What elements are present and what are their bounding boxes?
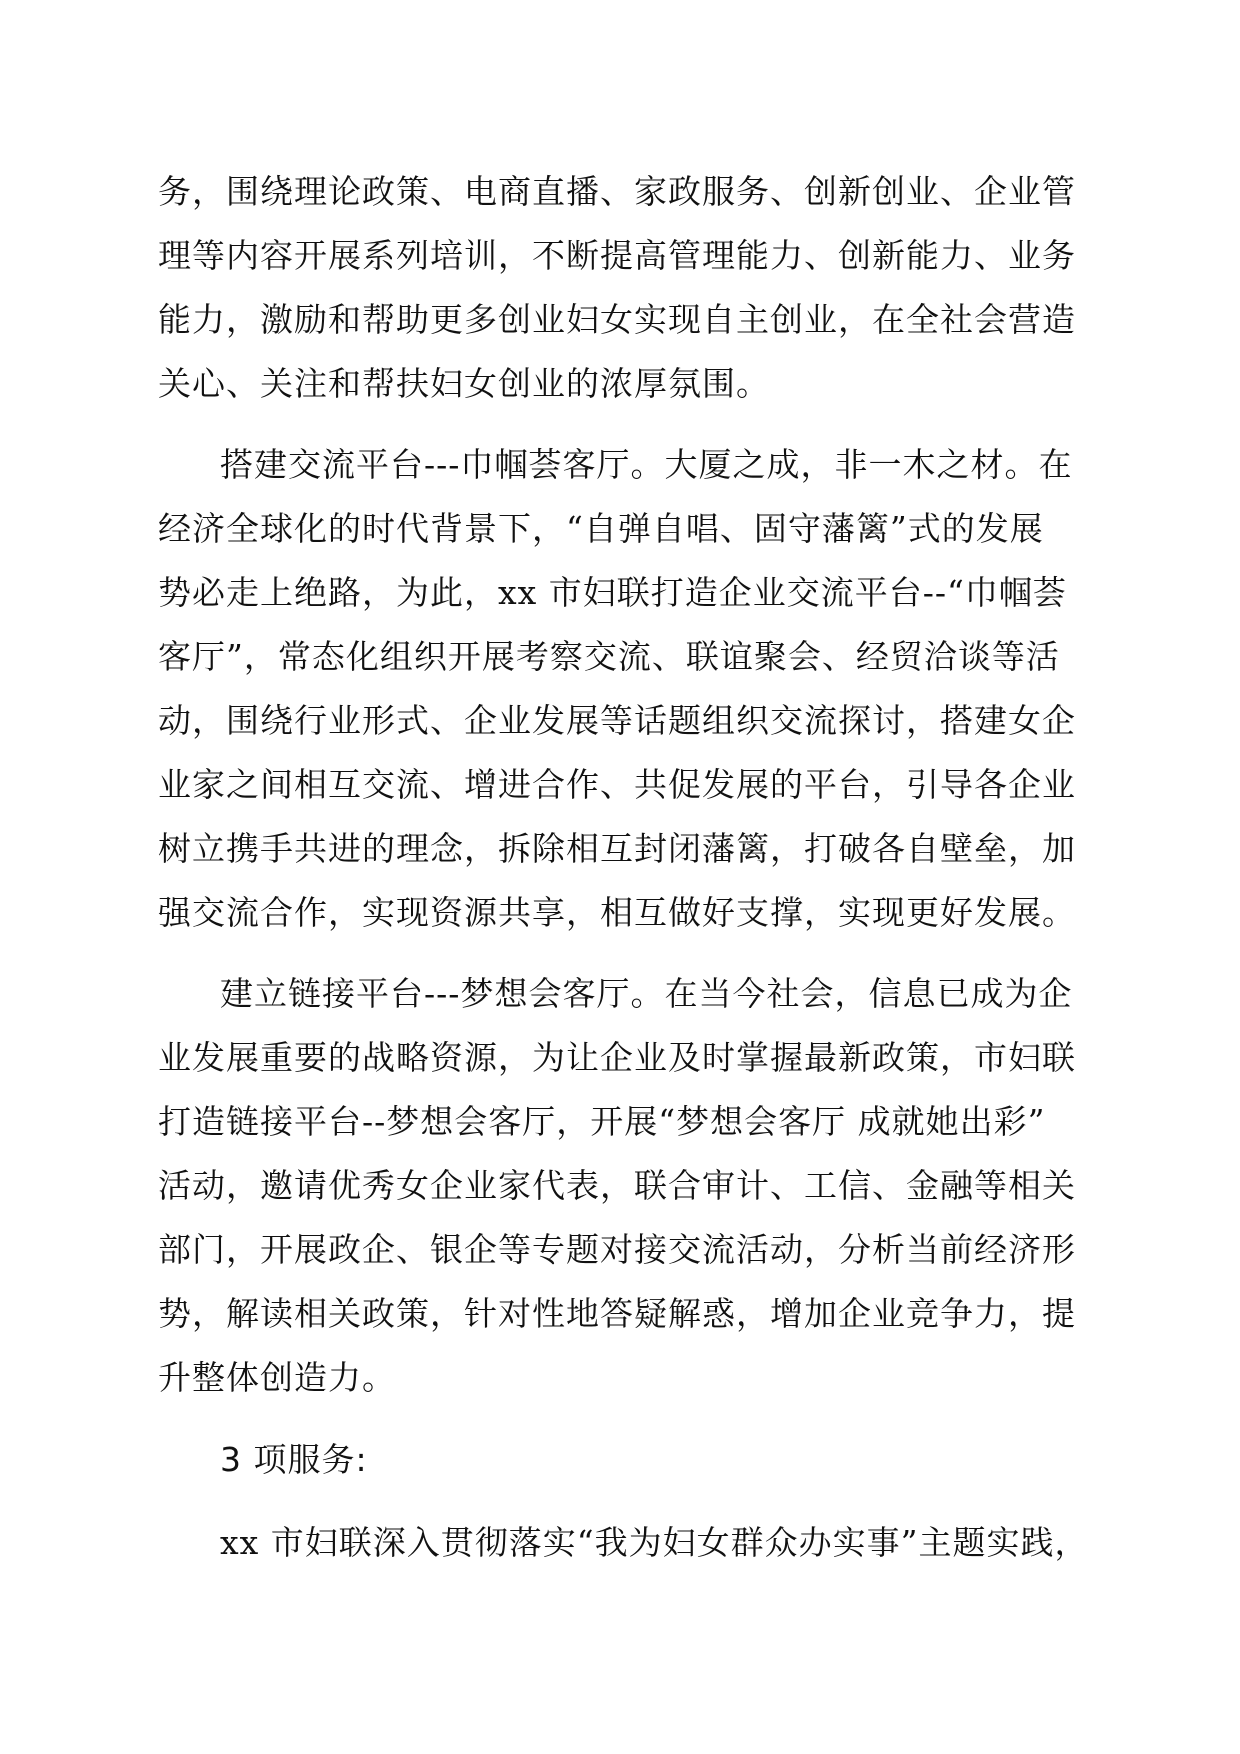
text-line-15: 打造链接平台--梦想会客厅，开展“梦想会客厅 成就她出彩” bbox=[158, 1102, 1046, 1141]
text-line-3: 能力，激励和帮助更多创业妇女实现自主创业，在全社会营造 bbox=[158, 300, 1076, 339]
text-line-7: 势必走上绝路，为此，xx 市妇联打造企业交流平台--“巾帼荟 bbox=[158, 573, 1067, 612]
text-line-14: 业发展重要的战略资源，为让企业及时掌握最新政策，市妇联 bbox=[158, 1038, 1076, 1077]
text-line-4: 关心、关注和帮扶妇女创业的浓厚氛围。 bbox=[158, 364, 770, 403]
text-line-6: 经济全球化的时代背景下，“自弹自唱、固守藩篱”式的发展 bbox=[158, 509, 1044, 548]
text-line-8: 客厅”，常态化组织开展考察交流、联谊聚会、经贸洽谈等活 bbox=[158, 637, 1060, 676]
text-line-11: 树立携手共进的理念，拆除相互封闭藩篱，打破各自壁垒，加 bbox=[158, 829, 1076, 868]
text-line-21: xx 市妇联深入贯彻落实“我为妇女群众办实事”主题实践， bbox=[220, 1523, 1089, 1562]
text-line-2: 理等内容开展系列培训，不断提高管理能力、创新能力、业务 bbox=[158, 236, 1076, 275]
text-line-17: 部门，开展政企、银企等专题对接交流活动，分析当前经济形 bbox=[158, 1230, 1076, 1269]
paragraph-heading-link-platform: 建立链接平台---梦想会客厅。在当今社会，信息已成为企 bbox=[220, 974, 1073, 1013]
text-line-16: 活动，邀请优秀女企业家代表，联合审计、工信、金融等相关 bbox=[158, 1166, 1076, 1205]
text-line-1: 务，围绕理论政策、电商直播、家政服务、创新创业、企业管 bbox=[158, 172, 1076, 211]
text-line-12: 强交流合作，实现资源共享，相互做好支撑，实现更好发展。 bbox=[158, 893, 1076, 932]
text-line-19: 升整体创造力。 bbox=[158, 1358, 396, 1397]
text-line-18: 势，解读相关政策，针对性地答疑解惑，增加企业竞争力，提 bbox=[158, 1294, 1076, 1333]
paragraph-heading-exchange-platform: 搭建交流平台---巾帼荟客厅。大厦之成，非一木之材。在 bbox=[220, 445, 1073, 484]
text-line-10: 业家之间相互交流、增进合作、共促发展的平台，引导各企业 bbox=[158, 765, 1076, 804]
text-line-9: 动，围绕行业形式、企业发展等话题组织交流探讨，搭建女企 bbox=[158, 701, 1076, 740]
section-heading-services: 3 项服务: bbox=[220, 1440, 368, 1479]
